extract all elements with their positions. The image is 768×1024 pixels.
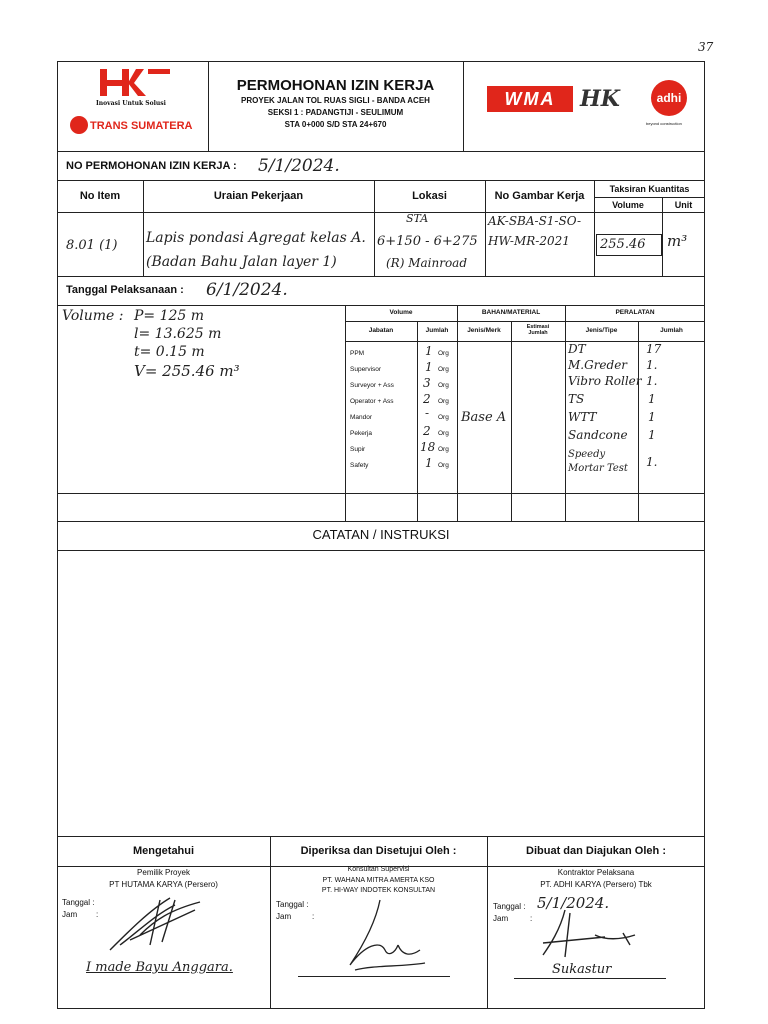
volume-calc-p: P= 125 m: [134, 308, 205, 324]
sig-jam-2: Jam: [276, 912, 292, 921]
sig-company-2a: PT. WAHANA MITRA AMERTA KSO: [322, 877, 435, 884]
col-jumlah: Jumlah: [425, 327, 449, 334]
sig-role-1: Pemilik Proyek: [137, 868, 190, 877]
sig-company-1: PT HUTAMA KARYA (Persero): [109, 880, 218, 889]
equipment-jumlah: 1.: [646, 358, 658, 372]
personnel-jabatan: Supervisor: [350, 366, 382, 373]
row-lokasi-2: 6+150 - 6+275: [377, 234, 478, 249]
personnel-jumlah: 3: [423, 376, 431, 390]
volume-calc-v: V= 255.46 m³: [134, 362, 240, 380]
signature-3: [535, 905, 645, 965]
col-no-item: No Item: [79, 190, 121, 202]
col-uraian: Uraian Pekerjaan: [213, 190, 304, 202]
equipment-jenis: TS: [568, 392, 585, 406]
row-unit: m³: [667, 232, 688, 250]
page-title: PERMOHONAN IZIN KERJA: [236, 77, 435, 94]
sig-tanggal-3: Tanggal :: [493, 902, 526, 911]
row-gambar-2: HW-MR-2021: [488, 234, 570, 248]
col-jabatan: Jabatan: [368, 327, 394, 334]
personnel-unit: Org: [438, 382, 449, 389]
personnel-jumlah: 1: [425, 344, 433, 358]
group-volume: Volume: [389, 309, 413, 316]
sig-header-3: Dibuat dan Diajukan Oleh :: [526, 845, 666, 857]
personnel-jumlah: 1: [425, 456, 433, 470]
wma-logo: WMA: [487, 86, 573, 112]
equipment-jumlah: 17: [646, 342, 662, 356]
sig-jam-colon-2: :: [312, 912, 315, 921]
volume-calc-t: t= 0.15 m: [134, 344, 205, 360]
personnel-unit: Org: [438, 398, 449, 405]
row-uraian-2: (Badan Bahu Jalan layer 1): [146, 254, 337, 270]
row-volume: 255.46: [600, 237, 646, 252]
col-unit: Unit: [674, 200, 693, 210]
sig-company-2b: PT. HI-WAY INDOTEK KONSULTAN: [321, 887, 436, 894]
page-number: 37: [698, 40, 714, 54]
personnel-jabatan: Surveyor + Ass: [350, 382, 394, 389]
equipment-jenis: Vibro Roller: [568, 374, 642, 388]
personnel-jabatan: Safety: [350, 462, 369, 469]
equipment-jenis: DT: [568, 342, 586, 356]
personnel-jumlah: 1: [425, 360, 433, 374]
project-line-1: PROYEK JALAN TOL RUAS SIGLI - BANDA ACEH: [241, 96, 430, 105]
project-line-3: STA 0+000 S/D STA 24+670: [284, 120, 387, 129]
sig-jam-colon-3: :: [530, 914, 533, 923]
col-jenis-tipe: Jenis/Tipe: [585, 327, 618, 334]
volume-calc-label: Volume :: [62, 308, 124, 324]
equipment-jenis: Speedy: [568, 449, 606, 460]
sig-role-3: Kontraktor Pelaksana: [557, 868, 635, 877]
personnel-jabatan: Supir: [350, 446, 366, 453]
sig-header-2: Diperiksa dan Disetujui Oleh :: [300, 845, 457, 857]
personnel-unit: Org: [438, 462, 449, 469]
personnel-jumlah: 2: [423, 424, 431, 438]
adhi-logo: adhi: [651, 80, 687, 116]
col-jumlah-2: Jumlah: [660, 327, 683, 334]
col-estimasi: Estimasi Jumlah: [526, 324, 550, 336]
request-label: NO PERMOHONAN IZIN KERJA :: [66, 160, 237, 172]
row-uraian-1: Lapis pondasi Agregat kelas A.: [146, 230, 366, 246]
personnel-unit: Org: [438, 414, 449, 421]
equipment-jumlah: 1: [648, 410, 656, 424]
equipment-jumlah: 1: [648, 392, 656, 406]
personnel-jumlah: 2: [423, 392, 431, 406]
material-value: Base A: [461, 410, 507, 425]
sig-jam-colon-1: :: [96, 910, 99, 919]
sig-header-1: Mengetahui: [132, 845, 195, 857]
row-lokasi-1: STA: [406, 212, 429, 225]
col-gambar: No Gambar Kerja: [494, 190, 585, 202]
tanggal-label: Tanggal Pelaksanaan :: [66, 284, 184, 296]
equipment-jenis: Mortar Test: [568, 463, 628, 474]
request-value: 5/1/2024.: [258, 156, 340, 176]
hk-logo: [98, 67, 174, 99]
sig-tanggal-1: Tanggal :: [62, 898, 95, 907]
equipment-jumlah: 1.: [646, 455, 658, 469]
hk-tagline: Inovasi Untuk Solusi: [96, 100, 166, 107]
col-jenis-merk: Jenis/Merk: [467, 327, 501, 334]
group-bahan: BAHAN/MATERIAL: [481, 309, 541, 316]
personnel-jumlah: 18: [420, 440, 436, 454]
row-lokasi-3: (R) Mainroad: [386, 256, 468, 270]
equipment-jenis: Sandcone: [568, 428, 628, 442]
adhi-tagline: beyond construction: [646, 121, 682, 126]
personnel-unit: Org: [438, 350, 449, 357]
sig-tanggal-value-3: 5/1/2024.: [537, 894, 610, 912]
equipment-jumlah: 1: [648, 428, 656, 442]
sig-tanggal-2: Tanggal :: [276, 900, 309, 909]
equipment-jenis: WTT: [568, 410, 597, 424]
personnel-jumlah: -: [425, 406, 430, 420]
project-line-2: SEKSI 1 : PADANGTIJI - SEULIMUM: [267, 108, 404, 117]
sig-company-3: PT. ADHI KARYA (Persero) Tbk: [540, 880, 652, 889]
col-lokasi: Lokasi: [412, 190, 447, 202]
signature-1: [100, 890, 210, 960]
equipment-jenis: M.Greder: [568, 358, 628, 372]
personnel-jabatan: Mandor: [350, 414, 373, 421]
catatan-title: CATATAN / INSTRUKSI: [312, 527, 450, 542]
personnel-unit: Org: [438, 430, 449, 437]
trans-sumatera-label: TRANS SUMATERA: [90, 120, 193, 132]
sig-jam-3: Jam: [493, 914, 509, 923]
personnel-jabatan: Pekerja: [350, 430, 373, 437]
personnel-unit: Org: [438, 446, 449, 453]
personnel-jabatan: Operator + Ass: [350, 398, 394, 405]
signature-2: [340, 895, 430, 975]
hk-small-logo: HK: [580, 86, 620, 112]
sig-name-1: I made Bayu Anggara.: [86, 960, 233, 975]
col-volume: Volume: [612, 200, 644, 210]
row-gambar-1: AK-SBA-S1-SO-: [488, 214, 582, 228]
row-no-item: 8.01 (1): [66, 238, 118, 253]
sig-name-3: Sukastur: [552, 962, 612, 977]
equipment-jumlah: 1.: [646, 374, 658, 388]
tanggal-value: 6/1/2024.: [206, 280, 288, 300]
sig-jam-1: Jam: [62, 910, 78, 919]
personnel-unit: Org: [438, 366, 449, 373]
personnel-jabatan: PPM: [350, 350, 365, 357]
group-peralatan: PERALATAN: [615, 309, 655, 316]
col-taksiran: Taksiran Kuantitas: [609, 184, 690, 194]
volume-calc-l: l= 13.625 m: [134, 326, 222, 342]
trans-sumatera-logo: [70, 116, 88, 134]
sig-role-2: Konsultan Supervisi: [347, 866, 410, 873]
